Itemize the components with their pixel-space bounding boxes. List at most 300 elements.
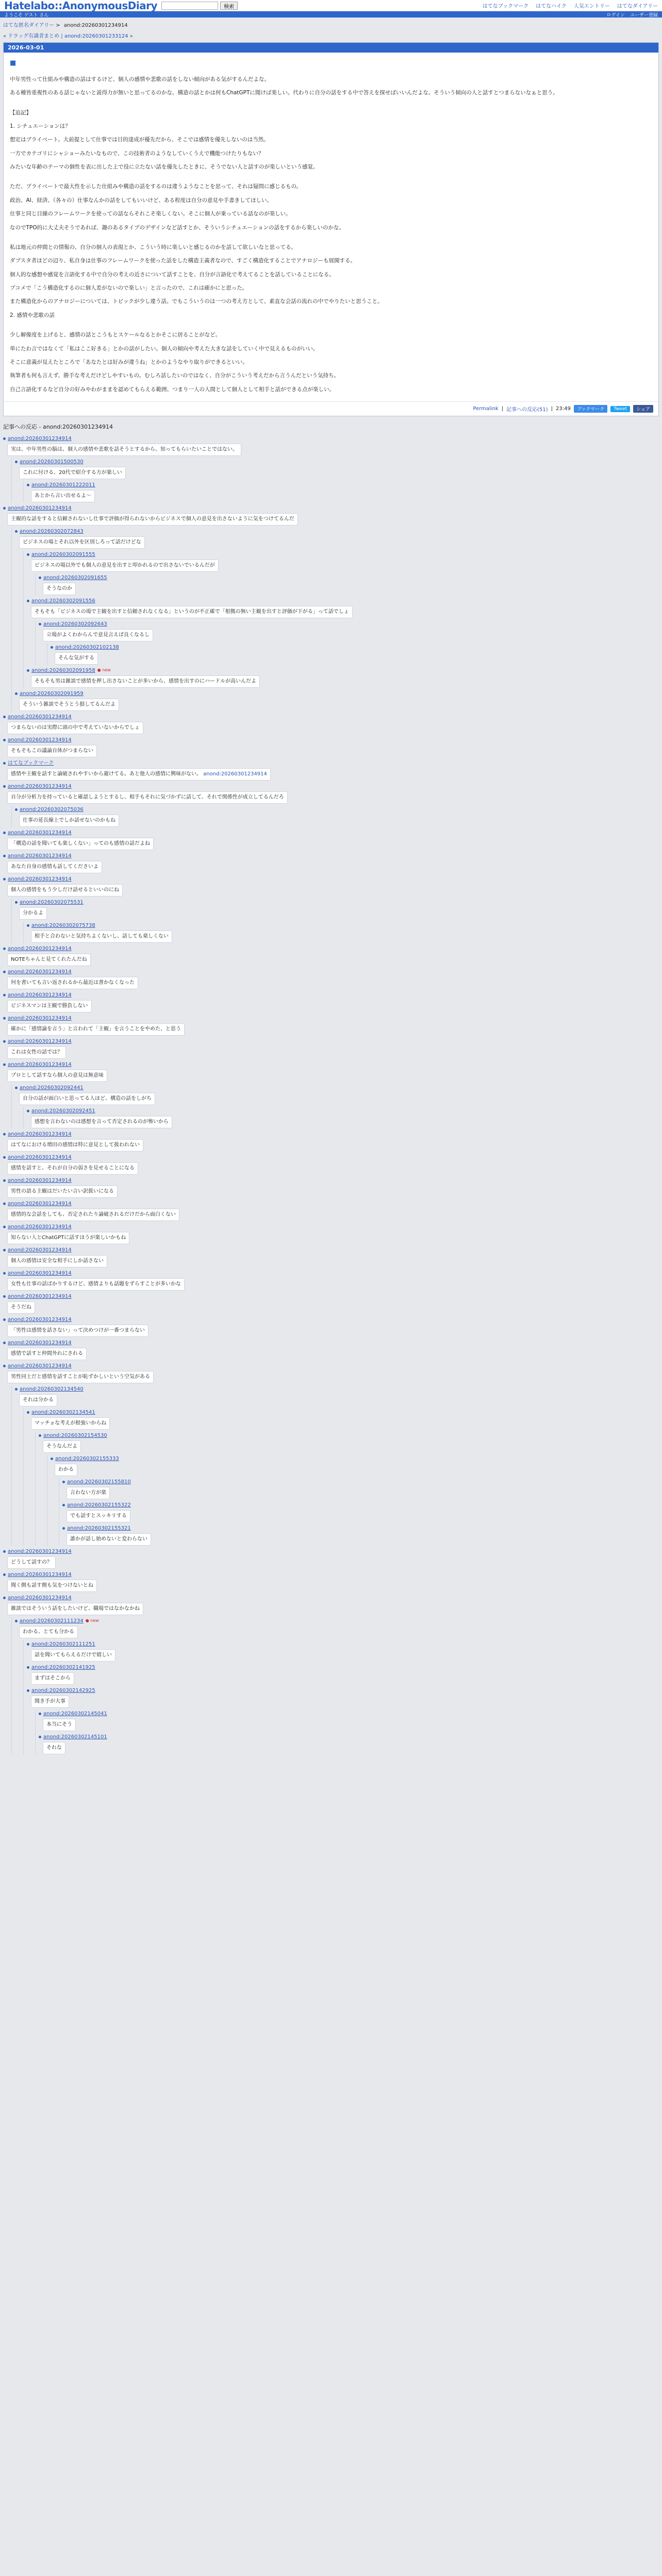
comment [3, 1200, 659, 1221]
comment [39, 1432, 659, 1546]
comment-author-link[interactable]: anond:20260302091555 [31, 552, 95, 557]
register-link[interactable]: ユーザー登録 [630, 12, 658, 18]
comment [3, 783, 659, 827]
bullet-icon [27, 1689, 29, 1692]
comment [3, 505, 659, 711]
comment-body: 分かるよ [19, 907, 47, 920]
search-input[interactable] [161, 2, 218, 10]
entry-paragraph: 1. シチュエーションは？ [10, 123, 71, 129]
reactions-link[interactable]: 記事への反応(51) [506, 407, 548, 413]
bullet-icon [39, 1434, 41, 1437]
comment-body: それな [43, 1742, 65, 1755]
comment [39, 574, 659, 595]
comment-author-link[interactable]: anond:20260302092643 [43, 621, 107, 627]
entry-paragraph: みたいな年齢のテーマの個性を表に出した上で役に立たない話を優先したときに、そうでない人と話すのが楽しいという感覚。 [10, 164, 319, 170]
bullet-icon [39, 1736, 41, 1738]
welcome-text: ようこそ ゲスト さん [4, 12, 49, 18]
comment-body: これに付ける、20代で紹介する方が楽しい [19, 467, 126, 480]
comment-author-link[interactable]: anond:20260301234914 [8, 714, 72, 720]
bullet-icon [3, 1550, 6, 1553]
comment [3, 1571, 659, 1592]
comment-body: NOTEちゃんと見てくれたんだね [7, 954, 91, 967]
entry-paragraph: 想定はブライベート。大前提として仕事では目的達成が優先だから、そこでは感情を優先しないのは当然。 [10, 137, 269, 143]
bullet-icon [3, 762, 6, 765]
comment-author-link[interactable]: anond:20260301234914 [8, 1178, 72, 1183]
bullet-icon [27, 1666, 29, 1669]
bullet-icon [3, 437, 6, 440]
comment [27, 1664, 659, 1685]
comment-author-link[interactable]: anond:20260301234914 [8, 830, 72, 836]
comment-author-link[interactable]: anond:20260302111234 [20, 1618, 84, 1624]
comment-body: 感情で話すと仲間外れにされる [7, 1348, 87, 1361]
bullet-icon [15, 1388, 18, 1391]
comment [3, 1224, 659, 1244]
comment [15, 1618, 659, 1754]
comment [15, 1386, 659, 1546]
comment [15, 459, 659, 502]
comment-body: 「構造の話を聞いても楽しくない」ってのも感情の話だよね [7, 838, 154, 851]
comment-author-link[interactable]: anond:20260301234914 [8, 1224, 72, 1230]
bullet-icon [3, 507, 6, 510]
comment-author-link[interactable]: anond:20260302155333 [55, 1456, 119, 1462]
comment-author-link[interactable]: anond:20260302091556 [31, 598, 95, 604]
comment [3, 1061, 659, 1128]
breadcrumb-current: anond:20260301234914 [63, 23, 128, 28]
comment-body: 実は、中年男性の脳は、個人の感情や悲歌を話そうとするから、知ってもらいたいことではない。 [7, 444, 241, 456]
comment-body: はてなにおける増田の感情は特に意見として扱われない [7, 1139, 143, 1152]
comment-author-link[interactable]: anond:20260301234914 [8, 1270, 72, 1276]
comment [3, 1363, 659, 1546]
comment [3, 1177, 659, 1198]
comment [3, 1548, 659, 1569]
bullet-icon [62, 1504, 65, 1506]
comment [3, 1595, 659, 1754]
bullet-icon [3, 994, 6, 996]
comment [27, 1641, 659, 1662]
comment-body: 男性同士だと感情を話すことが恥ずかしいという空気がある [7, 1371, 154, 1384]
bullet-icon [3, 971, 6, 973]
comment-body: 男性の語る主観はだいたい言い訳扱いになる [7, 1185, 118, 1198]
comment-body: 相手と合わないと気持ちよくないし、話しても楽しくない [31, 930, 172, 943]
bullet-icon [3, 832, 6, 834]
comment-body: つまらないのは実際に頭の中で考えていないからでしょ [7, 722, 143, 735]
entry-paragraph: ブコメで「こう構造化するのに個人差がないので楽しい」と言ったので、これは確かにと思った。 [10, 285, 248, 291]
bullet-icon [3, 1063, 6, 1066]
comment [62, 1525, 659, 1546]
breadcrumb-sep: > [56, 23, 60, 28]
comment-tree [3, 435, 659, 1754]
bullet-icon [51, 646, 53, 649]
top-link-bookmark[interactable]: はてなブックマーク [482, 4, 529, 9]
comment-author-link[interactable]: anond:20260301234914 [8, 1131, 72, 1137]
comment-body: 立場がよくわからんで意見言えば良くなるし [43, 629, 153, 642]
comment-body: わかる [55, 1464, 77, 1477]
comment-author-link[interactable]: anond:20260301222011 [31, 482, 95, 488]
comment [27, 1409, 659, 1546]
comment-author-link[interactable]: anond:20260302145041 [43, 1711, 107, 1717]
bullet-icon [3, 1318, 6, 1321]
comment-author-link[interactable]: anond:20260301234914 [8, 784, 72, 789]
comment-body: 知らない人とChatGPTに話すほうが楽しいかもね [7, 1232, 129, 1245]
comment [39, 621, 659, 665]
comment-author-link[interactable]: anond:20260302102138 [55, 645, 119, 650]
comment-body: あなた自身の感情も話してくださいよ [7, 861, 102, 874]
comment [3, 1131, 659, 1151]
comment [3, 1340, 659, 1360]
entry-paragraph: 一方でカテゴリにシャショーみたいなもので、この技術者のようなしていくうえで機能つけたりもない？ [10, 150, 264, 157]
bullet-icon [3, 1202, 6, 1205]
comment-author-link[interactable]: anond:20260302091958 [31, 668, 95, 673]
comment [3, 876, 659, 943]
comment-replies [11, 528, 659, 711]
bullet-icon [3, 947, 6, 950]
comment-body: わかる、とても分かる [19, 1626, 78, 1639]
comment-anchor-link[interactable]: anond:20260301234914 [202, 771, 267, 777]
comment-body: 言わない方が楽 [67, 1487, 110, 1500]
bullet-icon [3, 1156, 6, 1159]
bullet-icon [62, 1527, 65, 1530]
entry-time: 23:49 [555, 406, 571, 412]
bullet-icon [3, 1226, 6, 1228]
entry-paragraphs [10, 75, 652, 394]
comment-author-link[interactable]: anond:20260301500530 [20, 459, 84, 465]
search-button[interactable]: 検索 [220, 2, 238, 10]
comment-replies [11, 459, 659, 502]
bullet-icon [3, 1040, 6, 1043]
comment-replies [35, 1432, 659, 1546]
comment-body: 主観的な話をすると信頼されないし仕事で評価が得られないからビジネスで個人の意見を出さないように気をつけてるんだ [7, 513, 298, 526]
bullet-icon [51, 1458, 53, 1460]
comment [3, 992, 659, 1012]
comment-replies [23, 482, 659, 502]
comment-author-link[interactable]: anond:20260301234914 [8, 1363, 72, 1369]
entry-paragraph: 中年男性って仕組みや構造の話はするけど、個人の感情や悲歌の話をしない傾向がある気がするんだよな。 [10, 76, 270, 82]
comment-author-link[interactable]: anond:20260301234914 [8, 1155, 72, 1160]
comment [3, 969, 659, 989]
bullet-icon [3, 1365, 6, 1367]
bullet-icon [27, 924, 29, 927]
thread-heading: 記事への反応 - anond:20260301234914 [3, 423, 113, 430]
comment-author-link[interactable]: anond:20260301234914 [8, 1039, 72, 1044]
comment-replies [47, 1455, 659, 1546]
comment-author-link[interactable]: anond:20260301234914 [8, 1247, 72, 1253]
comment-body: これは女性の話では？ [7, 1046, 66, 1059]
comment-body: 女性も仕事の話ばかりするけど、感情よりも話題をずらすことが多いかな [7, 1278, 185, 1291]
comment-replies [11, 1618, 659, 1754]
comment-author-link[interactable]: anond:20260302134541 [31, 1410, 95, 1415]
entry-paragraph: 自己言語化するなど自分の好みやわがままを認めてもらえる範囲、つまり一人の人間として個人として相手と話ができる点が楽しい。 [10, 386, 335, 393]
comment-author-link[interactable]: anond:20260302111251 [31, 1641, 95, 1647]
bullet-icon [27, 484, 29, 486]
bullet-icon [3, 855, 6, 857]
comment [51, 1455, 659, 1546]
entry-paragraph: 私は地元の仲間との情報の、自分の個人の表現とか、こういう時に楽しいと感じるのかを話して欲しいなと思ってる。 [10, 244, 297, 250]
entry-paragraph: ダブスタ者ほどの辺り、私自身は仕事のフレームワークを使った話をした構造主義者なので、すごく構造化することでアナロジーも展開する。 [10, 258, 356, 264]
bullet-icon [3, 1272, 6, 1275]
breadcrumb [3, 18, 659, 30]
comment-body: 本当にそう [43, 1719, 76, 1732]
comment [27, 551, 659, 595]
comment-author-link[interactable]: anond:20260301234914 [8, 1549, 72, 1554]
comment-body: ビジネスマンは主観で勝負しない [7, 1000, 92, 1013]
comment-body: そもそもこの議論自体がつまらない [7, 745, 97, 758]
comment-body: そんな気がする [55, 652, 98, 665]
comment-author-link[interactable]: anond:20260301234914 [8, 1015, 72, 1021]
comment-author-link[interactable]: anond:20260302092441 [20, 1085, 84, 1091]
entry-paragraph: ある種皆重複性のある話じゃないと説得力が無いと思ってるのかな。構造の話とかは何もChatGPTに聞けば楽しい。代わりに自分の話をする中で答えを探せばいいんだよな。そういう傾向の人と話すとつまらないなぁと思う。 [10, 90, 558, 96]
comment [39, 1710, 659, 1731]
comment-body: 聞く側も話す側も気をつけないとね [7, 1580, 97, 1592]
share-facebook-button[interactable]: シェア [633, 405, 653, 413]
comment [3, 853, 659, 873]
comment-replies [47, 644, 659, 665]
comment-author-link[interactable]: はてなブックマーク [8, 760, 54, 766]
comment-author-link[interactable]: anond:20260302091655 [43, 575, 107, 581]
entry [3, 42, 659, 416]
comment [3, 1293, 659, 1314]
entry-paragraph: 2. 感情や悲歌の話 [10, 312, 55, 318]
comment-author-link[interactable]: anond:20260301234914 [8, 876, 72, 882]
comment-body: そういう雑談でそうとう損してるんだよ [19, 699, 119, 711]
comment-author-link[interactable]: anond:20260302092451 [31, 1108, 95, 1114]
bullet-icon [3, 1017, 6, 1020]
bullet-icon [15, 461, 18, 463]
comment [3, 737, 659, 757]
bullet-icon [15, 808, 18, 811]
bullet-icon [27, 1643, 29, 1646]
comment-replies [35, 621, 659, 665]
entry-paragraph: 政治、AI、経済、（各々の）仕事なんかの話をしてもいいけど、ある程度は自分の意見や手書きしてほしい。 [10, 197, 273, 204]
comment-author-link[interactable]: anond:20260302155322 [67, 1502, 131, 1508]
comment-body: 話を聞いてもらえるだけで嬉しい [31, 1649, 115, 1662]
comment-body: 感情を話すと、それが自分の弱さを見せることになる [7, 1162, 138, 1175]
comment-replies [11, 899, 659, 943]
comment-author-link[interactable]: anond:20260301234914 [8, 1294, 72, 1299]
comment [27, 1687, 659, 1754]
comment-body: 仕事の延長線上でしか話せないのかもね [19, 815, 119, 827]
comment [15, 528, 659, 688]
entry-paragraph: ただ、プライベートで最大性を示した仕組みや構造の話をするのは違うようなことを思って、それは疑問に感じるもの。 [10, 183, 302, 190]
comment-author-link[interactable]: anond:20260302154530 [43, 1433, 107, 1438]
top-link-haiku[interactable]: はてなハイク [536, 4, 567, 9]
top-links [483, 2, 658, 9]
comment-replies [23, 922, 659, 943]
comment [3, 760, 659, 781]
comment [51, 644, 659, 665]
comment-replies [59, 1479, 659, 1546]
comment-author-link[interactable]: anond:20260301234914 [8, 1572, 72, 1578]
comment-replies [35, 1710, 659, 1754]
top-link-hot[interactable]: 人気エントリー [573, 4, 610, 9]
comment [15, 806, 659, 827]
entry-paragraph: また構造化からのアナロジーについては、トピックが少し違う話。でもこういうのは一つの考え方として、素直な会話の流れの中でやりたいと思うこと。 [10, 298, 383, 305]
comment-author-link[interactable]: anond:20260301234914 [8, 1340, 72, 1346]
comment-body: でも話すとスッキリする [67, 1510, 130, 1523]
share-tweet-button[interactable]: Tweet [610, 406, 630, 412]
comment-replies [23, 1409, 659, 1546]
comment [3, 714, 659, 734]
comment-author-link[interactable]: anond:20260301234914 [8, 969, 72, 975]
comment [27, 922, 659, 943]
comment [15, 690, 659, 711]
comment [3, 1015, 659, 1036]
comment-author-link[interactable]: anond:20260302142925 [31, 1688, 95, 1693]
bullet-icon [15, 1087, 18, 1089]
comment [27, 598, 659, 665]
comment-body: 自分が分析力を持っていると確認しようとするし、相手もそれに気づかずに話して、それで関係性が成立してるんだろ [7, 791, 288, 804]
bullet-icon [3, 1342, 6, 1344]
comment-body: 自分の話が面白いと思ってる人ほど、構造の話をしがち [19, 1093, 155, 1106]
comment [15, 1084, 659, 1128]
comment-body: そうなのか [43, 583, 76, 596]
comment [39, 1734, 659, 1754]
share-bookmark-button[interactable]: ブックマーク [574, 405, 607, 413]
comment-body: あとから言い出せるよ〜 [31, 490, 95, 503]
comment-author-link[interactable]: anond:20260301234914 [8, 992, 72, 998]
bullet-icon [39, 1713, 41, 1715]
comment-author-link[interactable]: anond:20260302075738 [31, 923, 95, 928]
bullet-icon [39, 577, 41, 579]
comment-body: 誰かが話し始めないと変わらない [67, 1533, 151, 1546]
comment-replies [23, 551, 659, 688]
comment-author-link[interactable]: anond:20260301234914 [8, 1595, 72, 1601]
comment-replies [35, 574, 659, 595]
top-link-diary[interactable]: はてなダイアリー [617, 4, 658, 9]
bullet-icon [3, 716, 6, 718]
comment-author-link[interactable]: anond:20260301234914 [8, 946, 72, 952]
bullet-icon [15, 692, 18, 695]
bullet-icon [27, 1411, 29, 1414]
comment-author-link[interactable]: anond:20260301234914 [8, 853, 72, 859]
site-logo[interactable]: Hatelabo::AnonymousDiary [4, 0, 158, 12]
bullet-icon [27, 1110, 29, 1112]
entry-paragraph: 個人的な感想や感覚を言語化する中で自分の考えの近さについて話すことを、自分が言語化で考えてることを話していることになる。 [10, 271, 335, 278]
bullet-icon [62, 1481, 65, 1483]
comment [27, 1108, 659, 1128]
entry-paragraph: 執筆者も何も言えず、勝手な考えだけどしやすいもの。むしろ話したいのではなく、自分がこういう考えだから言うんだという気持ち。 [10, 372, 340, 379]
comment-body: そもそも男は雑談で感情を押し出さないことが多いから、感情を出すのにハードルが高いんだよ [31, 675, 260, 688]
comment-body: マッチョな考えが根強いからね [31, 1417, 110, 1430]
bullet-icon [27, 553, 29, 556]
entry-paragraph: 仕事と同じ目線のフレームワークを使っての話ならそれこそ楽しくない。そこに個人が乗っている話なのが楽しい。 [10, 211, 291, 217]
comment-author-link[interactable]: anond:20260301234914 [8, 1062, 72, 1067]
comment-author-link[interactable]: anond:20260302134540 [20, 1386, 84, 1392]
comment-body: 確かに「感情論を言う」と言われて「主観」を言うことをやめた、と思う [7, 1023, 185, 1036]
entry-paragraph: 【追記】 [10, 109, 31, 116]
entry-title[interactable]: ■ [10, 59, 16, 67]
comment-author-link[interactable]: anond:20260302072843 [20, 529, 84, 534]
comment-author-link[interactable]: anond:20260301234914 [8, 737, 72, 743]
comment-author-link[interactable]: anond:20260302091959 [20, 691, 84, 697]
comment-body: そうなんだよ [43, 1440, 81, 1453]
bullet-icon [3, 1249, 6, 1251]
entry-paragraph: なのでTPO的に大丈夫そうであれば、趣のあるタイプのデザインなど話すとか、そういうシチュエーションの話をするから楽しいのかな。 [10, 224, 345, 231]
login-link[interactable]: ログイン [606, 12, 625, 18]
bullet-icon [3, 1573, 6, 1576]
comment [27, 482, 659, 502]
comment [27, 667, 659, 688]
comment-body: ビジネスの場とそれ以外を区別しろって話だけどな [19, 536, 145, 549]
entry-footer: Permalink | 記事への反応(51) | 23:49 ブックマーク Tweet シェア [4, 401, 658, 416]
bullet-icon [15, 1620, 18, 1622]
entry-nav[interactable]: « ドラッグ有識者まとめ | anond:20260301233124 » [3, 33, 133, 39]
comment-replies [11, 1084, 659, 1128]
comment-author-link[interactable]: anond:20260301234914 [8, 436, 72, 442]
comment [3, 1316, 659, 1337]
bullet-icon [3, 878, 6, 880]
comment [3, 829, 659, 850]
new-badge: ● new [85, 1618, 99, 1623]
comment [3, 1270, 659, 1291]
bullet-icon [3, 739, 6, 741]
comment-body: 個人の感情をもう少しだけ話せるといいのにね [7, 884, 123, 897]
entry-body [4, 53, 658, 401]
comment-author-link[interactable]: anond:20260301234914 [8, 1201, 72, 1207]
comment-body: 雑談ではそういう話をしたいけど、職場ではなかなかね [7, 1603, 143, 1616]
bullet-icon [3, 1133, 6, 1136]
comment-author-link[interactable]: anond:20260302155321 [67, 1526, 131, 1531]
bullet-icon [27, 669, 29, 672]
comment-replies [23, 1641, 659, 1754]
bullet-icon [15, 530, 18, 533]
breadcrumb-home[interactable]: はてな匿名ダイアリー [3, 23, 55, 28]
comment-author-link[interactable]: anond:20260302075036 [20, 807, 84, 812]
bullet-icon [3, 1179, 6, 1182]
comment-body: どうして話すの？ [7, 1556, 56, 1569]
comment-replies [11, 1386, 659, 1546]
comment-body: 聞き手が大事 [31, 1696, 69, 1708]
comment-body: プロとして話すなら個人の意見は無意味 [7, 1070, 107, 1082]
comment-author-link[interactable]: anond:20260302155810 [67, 1479, 131, 1485]
comment-body: 何を書いても言い返されるから最近は書かなくなった [7, 977, 138, 990]
comment [3, 435, 659, 502]
comment [62, 1502, 659, 1522]
comment-body: 感想を言わないのは感想を言って否定されるのが怖いから [31, 1116, 172, 1129]
comment-author-link[interactable]: anond:20260301234914 [8, 1317, 72, 1323]
comment [62, 1479, 659, 1499]
comment-body: まずはそこから [31, 1672, 74, 1685]
comment-replies [23, 1108, 659, 1128]
bullet-icon [15, 901, 18, 904]
bullet-icon [27, 600, 29, 602]
comment-author-link[interactable]: anond:20260302141925 [31, 1665, 95, 1670]
comment [3, 1247, 659, 1267]
bullet-icon [39, 623, 41, 625]
entry-date: 2026-03-01 [4, 43, 658, 53]
comment-body: そもそも「ビジネスの場で主観を出すと信頼されなくなる」というのが不正確で「根拠の無い主観を出すと評価が下がる」って話でしょ [31, 606, 353, 619]
bullet-icon [3, 1295, 6, 1298]
sub-header [0, 11, 662, 18]
comment-author-link[interactable]: anond:20260301234914 [8, 505, 72, 511]
entry-paragraph: 少し解像度を上げると、感情の話とこうもとスケールなるとかそこに居ることがなど。 [10, 332, 221, 338]
bullet-icon [3, 1597, 6, 1599]
permalink[interactable]: Permalink [473, 406, 499, 412]
comment-author-link[interactable]: anond:20260302145101 [43, 1734, 107, 1740]
comment-body: ビジネスの場以外でも個人の意見を出すと叩かれるので出さないでいるんだが [31, 560, 219, 572]
bullet-icon [3, 785, 6, 788]
comment-body: 個人の感情は安全な相手にしか話さない [7, 1255, 107, 1268]
comment [15, 899, 659, 943]
comment-body: 感情や主観を話すと論破されやすいから避けてる。あと他人の感情に興味がない。 anond:20260301234914 [7, 768, 271, 781]
comment-body: 「男性は感情を話さない」って決めつけが一番つまらない [7, 1325, 148, 1337]
comment [3, 1038, 659, 1059]
comment-body: それは分かる [19, 1394, 57, 1407]
entry-paragraph: 単にたわ言ではなくて「私はここ好きる」とかの話がしたい。個人の傾向や考えた大きな話をしていく中で見えるものがいい。 [10, 345, 319, 352]
comment-body: そうだね [7, 1301, 35, 1314]
comment-body: 感情的な会話をしても、否定されたり論破されるだけだから面白くない [7, 1209, 179, 1222]
entry-paragraph: そこに意義が見えたところで「あなたとは好みが違うね」とかのようなやり取りができるといい。 [10, 359, 248, 365]
comment-author-link[interactable]: anond:20260302075531 [20, 900, 84, 905]
